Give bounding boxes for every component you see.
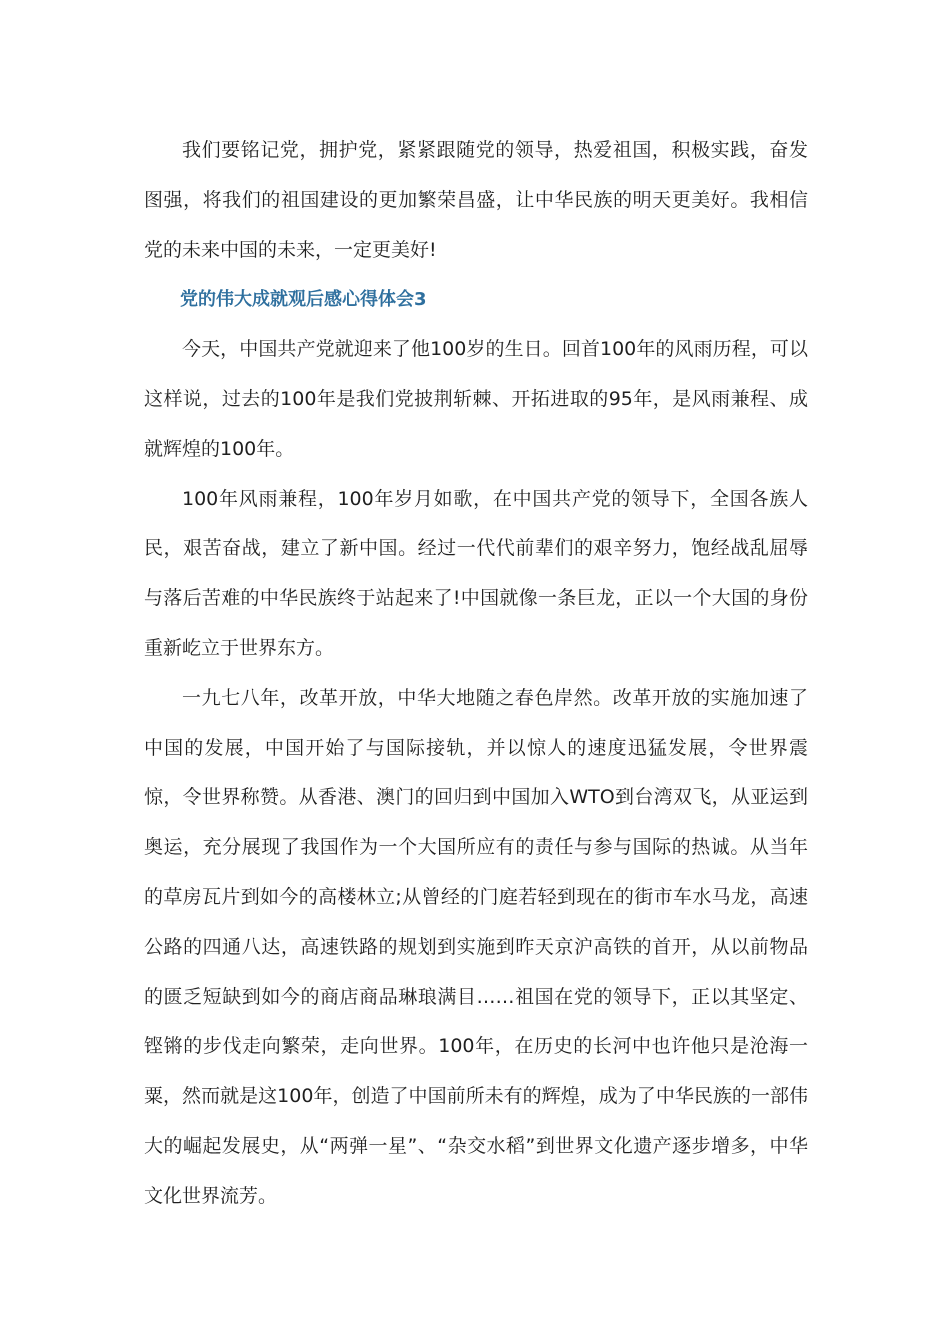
section-heading: 党的伟大成就观后感心得体会3: [180, 289, 427, 311]
body-paragraph-1: 今天，中国共产党就迎来了他100岁的生日。回首100年的风雨历程，可以这样说，过去的100年是我们党披荆斩棘、开拓进取的95年，是风雨兼程、成就辉煌的100年。: [144, 338, 808, 460]
body-paragraph-2: 100年风雨兼程，100年岁月如歌，在中国共产党的领导下，全国各族人民，艰苦奋战，建立了新中国。经过一代代前辈们的艰辛努力，饱经战乱屈辱与落后苦难的中华民族终于站起来了!中国就像一条巨龙，正以一个大国的身份重新屹立于世界东方。: [144, 487, 808, 659]
document-body: [144, 126, 808, 1222]
intro-paragraph: 我们要铭记党，拥护党，紧紧跟随党的领导，热爱祖国，积极实践，奋发图强，将我们的祖国建设的更加繁荣昌盛，让中华民族的明天更美好。我相信党的未来中国的未来，一定更美好!: [144, 139, 808, 261]
body-paragraph-3: 一九七八年，改革开放，中华大地随之春色岸然。改革开放的实施加速了中国的发展，中国开始了与国际接轨，并以惊人的速度迅猛发展，令世界震惊，令世界称赞。从香港、澳门的回归到中国加入WTO到台湾双飞，从亚运到奥运，充分展现了我国作为一个大国所应有的责任与参与国际的热诚。从当年的草房瓦片到如今的高楼林立;从曾经的门庭若轻到现在的街市车水马龙，高速公路的四通八达，高速铁路的规划到实施到昨天京沪高铁的首开，从以前物品的匮乏短缺到如今的商店商品琳琅满目……祖国在党的领导下，正以其坚定、铿锵的步伐走向繁荣，走向世界。100年，在历史的长河中也许他只是沧海一粟，然而就是这100年，创造了中国前所未有的辉煌，成为了中华民族的一部伟大的崛起发展史，从“两弹一星”、“杂交水稻”到世界文化遗产逐步增多，中华文化世界流芳。: [144, 686, 808, 1207]
